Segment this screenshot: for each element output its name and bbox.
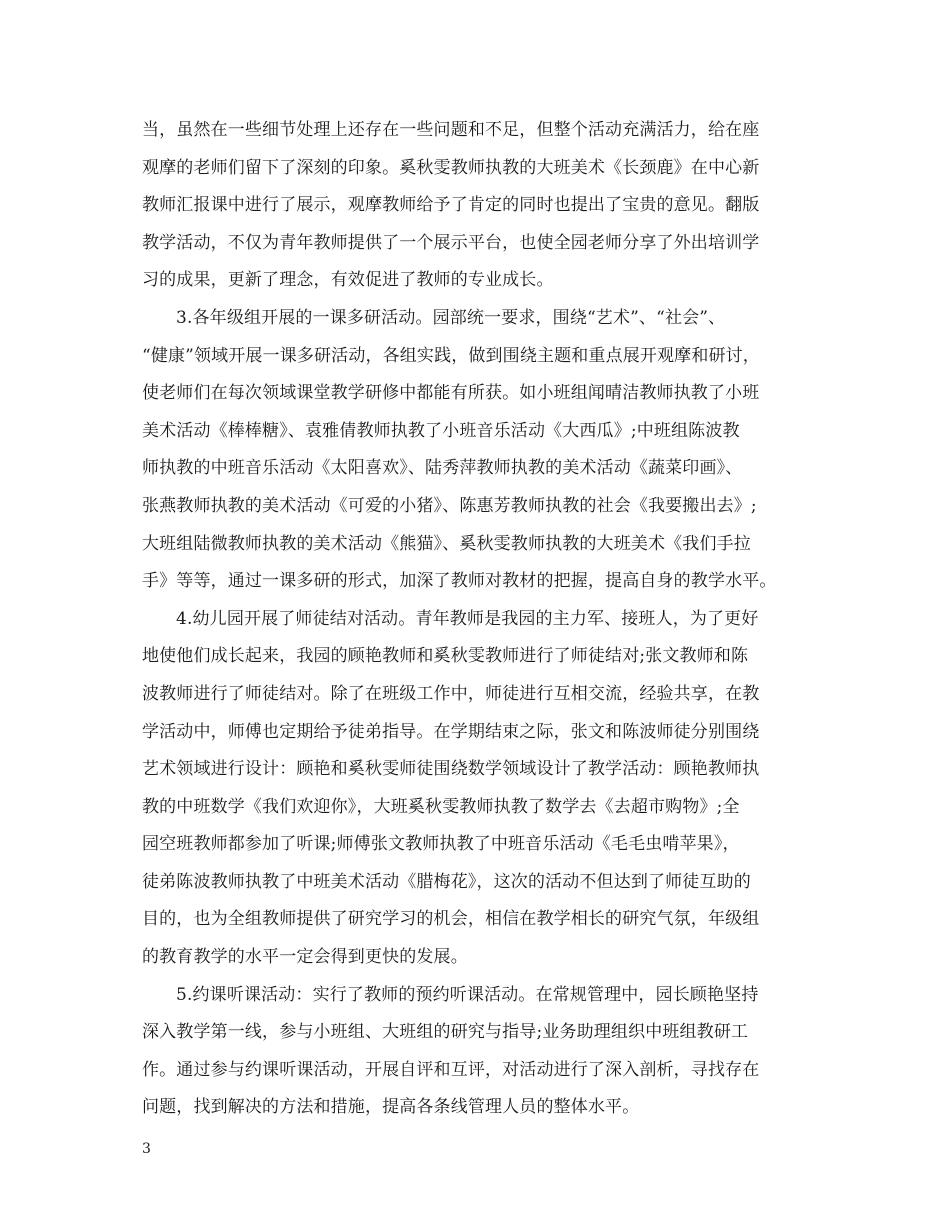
text-line: 3.各年级组开展的一课多研活动。园部统一要求，围绕“艺术”、“社会”、 (176, 307, 726, 328)
page-number: 3 (142, 1141, 151, 1157)
text-line: 的教育教学的水平一定会得到更快的发展。 (142, 947, 468, 968)
text-line: 深入教学第一线，参与小班组、大班组的研究与指导;业务助理组织中班组教研工 (142, 1022, 749, 1043)
text-line: 使老师们在每次领域课堂教学研修中都能有所获。如小班组闻晴洁教师执教了小班 (142, 383, 760, 404)
text-line: 大班组陆微教师执教的美术活动《熊猫》、奚秋雯教师执教的大班美术《我们手拉 (142, 533, 751, 554)
text-line: 观摩的老师们留下了深刻的印象。奚秋雯教师执教的大班美术《长颈鹿》在中心新 (142, 157, 760, 178)
text-line: 园空班教师都参加了听课;师傅张文教师执教了中班音乐活动《毛毛虫啃苹果》， (142, 834, 740, 855)
text-line: 习的成果，更新了理念，有效促进了教师的专业成长。 (142, 270, 554, 291)
text-line: 美术活动《棒棒糖》、袁雅倩教师执教了小班音乐活动《大西瓜》;中班组陈波教 (142, 420, 740, 441)
text-line: 当，虽然在一些细节处理上还存在一些问题和不足，但整个活动充满活力，给在座 (142, 120, 760, 140)
text-line: 问题，找到解决的方法和措施，提高各条线管理人员的整体水平。 (142, 1097, 640, 1118)
body-text (142, 112, 822, 1127)
text-line: 波教师进行了师徒结对。除了在班级工作中，师徒进行互相交流，经验共享，在教 (142, 683, 760, 704)
text-line: “健康”领域开展一课多研活动，各组实践，做到围绕主题和重点展开观摩和研讨， (142, 345, 760, 366)
text-line: 师执教的中班音乐活动《太阳喜欢》、陆秀萍教师执教的美术活动《蔬菜印画》、 (142, 458, 743, 479)
text-line: 张燕教师执教的美术活动《可爱的小猪》、陈惠芳教师执教的社会《我要搬出去》; (142, 495, 757, 516)
text-line: 5.约课听课活动：实行了教师的预约听课活动。在常规管理中，园长顾艳坚持 (176, 984, 759, 1005)
text-line: 徒弟陈波教师执教了中班美术活动《腊梅花》，这次的活动不但达到了师徒互助的 (142, 871, 751, 892)
text-line: 手》等等，通过一课多研的形式，加深了教师对教材的把握，提高自身的教学水平。 (142, 571, 777, 592)
text-line: 4.幼儿园开展了师徒结对活动。青年教师是我园的主力军、接班人，为了更好 (176, 608, 759, 629)
text-line: 作。通过参与约课听课活动，开展自评和互评，对活动进行了深入剖析，寻找存在 (142, 1059, 760, 1080)
text-line: 目的，也为全组教师提供了研究学习的机会，相信在教学相长的研究气氛，年级组 (142, 909, 760, 930)
text-line: 教师汇报课中进行了展示，观摩教师给予了肯定的同时也提出了宝贵的意见。翻版 (142, 195, 760, 216)
text-line: 教学活动，不仅为青年教师提供了一个展示平台，也使全园老师分享了外出培训学 (142, 232, 760, 253)
text-line: 学活动中，师傅也定期给予徒弟指导。在学期结束之际，张文和陈波师徒分别围绕 (142, 721, 760, 742)
text-line: 地使他们成长起来，我园的顾艳教师和奚秋雯教师进行了师徒结对;张文教师和陈 (142, 646, 749, 667)
text-line: 教的中班数学《我们欢迎你》，大班奚秋雯教师执教了数学去《去超市购物》;全 (142, 796, 740, 817)
text-line: 艺术领域进行设计：顾艳和奚秋雯师徒围绕数学领域设计了教学活动：顾艳教师执 (142, 759, 760, 780)
